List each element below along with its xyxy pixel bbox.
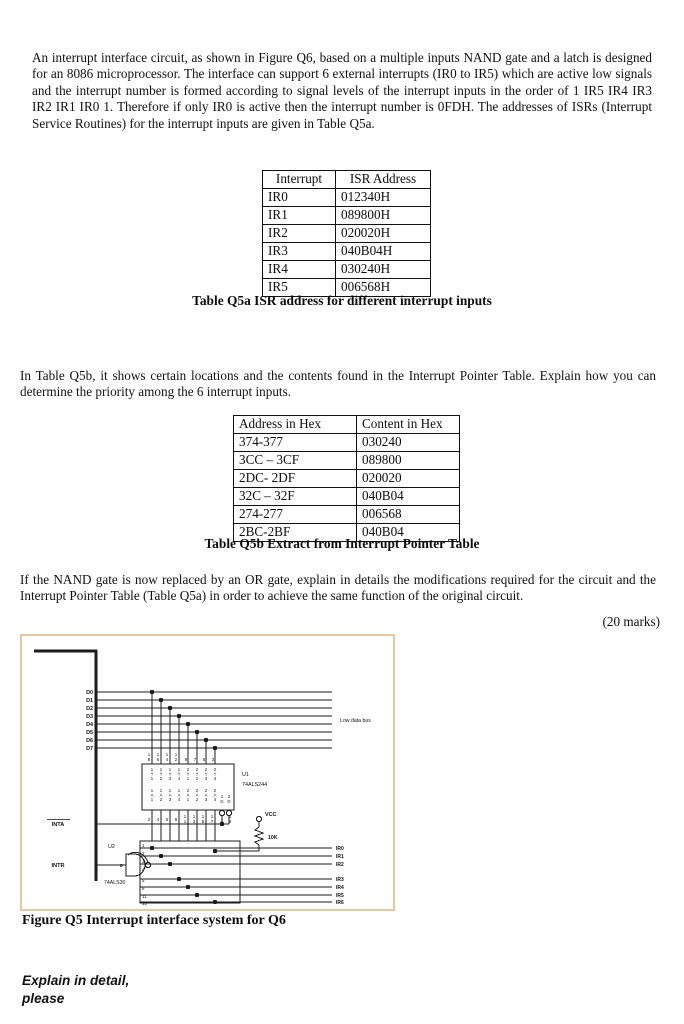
svg-text:19: 1 9 xyxy=(228,814,232,824)
u1-top-pin-numbers xyxy=(148,752,215,762)
table-q5b xyxy=(233,415,460,542)
cell-address: 32C – 32F xyxy=(234,488,357,506)
table-q5a-caption: Table Q5a ISR address for different interrupt inputs xyxy=(192,293,492,308)
table-row xyxy=(234,416,460,434)
cell-address: 040B04H xyxy=(336,243,431,261)
svg-text:3: 3 xyxy=(142,859,145,864)
table-row xyxy=(263,171,431,189)
intro-paragraph: An interrupt interface circuit, as shown in Figure Q6, based on a multiple inputs NAND gate and a latch is designed for an 8086 microprocessor. The interface can support 6 external interrupts (IR0 to IR5) which are active low signals and the interrupt number is formed according to signal levels of the interrupt inputs in the order of 1 IR5 IR4 IR3 IR2 IR1 IR0 1. Therefore if only IR0 is active then the interrupt number is 0FDH. The addresses of ISRs (Interrupt Service Routines) for the interrupt inputs are given in Table Q5a. xyxy=(32,50,652,131)
intr-signal-label: INTR xyxy=(51,863,65,869)
table-row xyxy=(263,243,431,261)
svg-text:2Y3: 2 Y 3 xyxy=(204,767,208,782)
ir-output-labels xyxy=(336,846,344,906)
svg-text:11: 11 xyxy=(142,894,147,899)
ir-label-ir1: IR1 xyxy=(336,854,344,860)
svg-text:2Y1: 2 Y 1 xyxy=(186,767,190,782)
table-row xyxy=(263,207,431,225)
cell-content: 020020 xyxy=(357,470,460,488)
table-row xyxy=(234,434,460,452)
cell-content: 040B04 xyxy=(357,488,460,506)
table-q5a-header-interrupt: Interrupt xyxy=(263,171,336,189)
table-q5b-caption: Table Q5b Extract from Interrupt Pointer Table xyxy=(204,536,480,551)
cell-address: 089800H xyxy=(336,207,431,225)
svg-text:13: 1 3 xyxy=(192,814,196,824)
u1-ref-label: U1 xyxy=(242,772,249,778)
cell-address: 2BC-2BF xyxy=(234,524,357,542)
cell-content: 030240 xyxy=(357,434,460,452)
svg-text:12: 12 xyxy=(142,901,147,906)
cell-address: 030240H xyxy=(336,261,431,279)
svg-text:1G: 1 G xyxy=(220,794,224,804)
svg-text:2A1: 2 A 1 xyxy=(186,788,190,803)
svg-text:4: 4 xyxy=(142,867,145,872)
u1-y-pin-labels xyxy=(151,767,217,781)
cell-interrupt: IR5 xyxy=(263,279,336,297)
ir-label-ir2: IR2 xyxy=(336,862,344,868)
cell-interrupt: IR1 xyxy=(263,207,336,225)
svg-text:16: 1 6 xyxy=(156,752,160,762)
svg-text:3: 3 xyxy=(211,757,215,762)
table-row xyxy=(234,506,460,524)
svg-text:4: 4 xyxy=(156,817,160,822)
svg-text:15: 1 5 xyxy=(201,814,205,824)
marks-label: (20 marks) xyxy=(602,614,660,629)
u1-enable-labels xyxy=(220,794,231,804)
cell-address: 274-277 xyxy=(234,506,357,524)
cell-address: 006568H xyxy=(336,279,431,297)
svg-text:2A3: 2 A 3 xyxy=(204,788,208,803)
ir-label-ir3: IR3 xyxy=(336,877,344,883)
cell-address: 3CC – 3CF xyxy=(234,452,357,470)
inta-signal-label xyxy=(47,820,70,829)
svg-text:INTA: INTA xyxy=(51,822,65,828)
svg-text:1: 1 xyxy=(220,818,224,823)
ir-label-ir6: IR6 xyxy=(336,900,344,906)
table-row xyxy=(263,189,431,207)
cell-interrupt: IR3 xyxy=(263,243,336,261)
table-row xyxy=(234,488,460,506)
cell-content: 089800 xyxy=(357,452,460,470)
svg-text:1A3: 1 A 3 xyxy=(168,788,172,803)
bus-label-d4: D4 xyxy=(86,722,93,728)
svg-text:1Y3: 1 Y 3 xyxy=(168,767,172,782)
data-bus-labels xyxy=(86,690,93,752)
bus-label-d3: D3 xyxy=(86,714,93,720)
svg-text:1A1: 1 A 1 xyxy=(150,788,154,803)
svg-text:8: 8 xyxy=(174,817,178,822)
svg-text:17: 1 7 xyxy=(210,814,214,824)
table-row xyxy=(234,452,460,470)
q5b-intro-paragraph: In Table Q5b, it shows certain locations and the contents found in the Interrupt Pointer Table. Explain how you can determine the priority among the 6 interrupt inputs. xyxy=(20,368,656,400)
cell-content: 040B04 xyxy=(357,524,460,542)
circuit-diagram xyxy=(22,636,393,909)
svg-text:2G: 2 G xyxy=(227,794,231,804)
u2-ref-label: U2 xyxy=(108,844,115,850)
svg-text:1A2: 1 A 2 xyxy=(159,788,163,803)
cell-address: 012340H xyxy=(336,189,431,207)
svg-text:5: 5 xyxy=(142,878,145,883)
u1-part-label: 74ALS244 xyxy=(242,782,268,788)
svg-text:2: 2 xyxy=(142,851,145,856)
svg-text:7: 7 xyxy=(193,757,197,762)
svg-text:9: 9 xyxy=(184,757,188,762)
bus-label-d6: D6 xyxy=(86,738,93,744)
table-row xyxy=(263,261,431,279)
svg-text:2A2: 2 A 2 xyxy=(195,788,199,803)
cell-content: 006568 xyxy=(357,506,460,524)
bus-label-d2: D2 xyxy=(86,706,93,712)
low-data-bus-label: Low data bus xyxy=(340,718,371,724)
svg-text:5: 5 xyxy=(202,757,206,762)
svg-text:12: 1 2 xyxy=(174,752,178,762)
cell-interrupt: IR0 xyxy=(263,189,336,207)
svg-text:1: 1 xyxy=(142,843,145,848)
cell-address: 020020H xyxy=(336,225,431,243)
table-row xyxy=(234,470,460,488)
table-q5b-header-address: Address in Hex xyxy=(234,416,357,434)
u2-input-pin-numbers xyxy=(142,843,147,906)
figure-caption: Figure Q5 Interrupt interface system for Q6 xyxy=(22,913,286,928)
u2-part-label: 74ALS30 xyxy=(104,880,126,886)
or-gate-paragraph: If the NAND gate is now replaced by an OR gate, explain in details the modifications required for the circuit and the Interrupt Pointer Table (Table Q5a) in order to achieve the same function of the original circuit. xyxy=(20,572,656,604)
cell-interrupt: IR4 xyxy=(263,261,336,279)
svg-text:1A4: 1 A 4 xyxy=(177,788,181,803)
ir-label-ir0: IR0 xyxy=(336,846,344,852)
svg-text:2: 2 xyxy=(147,817,151,822)
table-q5b-header-content: Content in Hex xyxy=(357,416,460,434)
bus-label-d0: D0 xyxy=(86,690,93,696)
svg-text:14: 1 4 xyxy=(165,752,169,762)
svg-text:1Y4: 1 Y 4 xyxy=(177,767,181,782)
svg-text:1Y1: 1 Y 1 xyxy=(150,767,154,782)
ir-label-ir4: IR4 xyxy=(336,885,344,891)
cell-interrupt: IR2 xyxy=(263,225,336,243)
svg-text:6: 6 xyxy=(142,886,145,891)
bus-label-d7: D7 xyxy=(86,746,93,752)
bottom-annotation: Explain in detail, please xyxy=(22,973,130,1006)
svg-text:18: 1 8 xyxy=(147,752,151,762)
svg-text:2A4: 2 A 4 xyxy=(213,788,217,803)
table-q5a xyxy=(262,170,431,297)
vcc-label: VCC xyxy=(265,812,277,818)
table-row xyxy=(263,225,431,243)
bus-label-d5: D5 xyxy=(86,730,93,736)
circuit-figure xyxy=(20,634,395,911)
cell-address: 2DC- 2DF xyxy=(234,470,357,488)
u2-output-pin-label: 8 xyxy=(120,864,123,869)
svg-text:2Y4: 2 Y 4 xyxy=(213,767,217,782)
table-q5a-header-address: ISR Address xyxy=(336,171,431,189)
u1-a-pin-labels xyxy=(151,788,217,802)
svg-text:2Y2: 2 Y 2 xyxy=(195,767,199,782)
u1-bottom-pin-numbers xyxy=(148,814,232,824)
resistor-value-label: 10K xyxy=(268,835,278,841)
svg-text:1Y2: 1 Y 2 xyxy=(159,767,163,782)
cell-address: 374-377 xyxy=(234,434,357,452)
svg-text:6: 6 xyxy=(165,817,169,822)
bus-label-d1: D1 xyxy=(86,698,93,704)
ir-label-ir5: IR5 xyxy=(336,893,344,899)
svg-text:11: 1 1 xyxy=(183,814,187,824)
